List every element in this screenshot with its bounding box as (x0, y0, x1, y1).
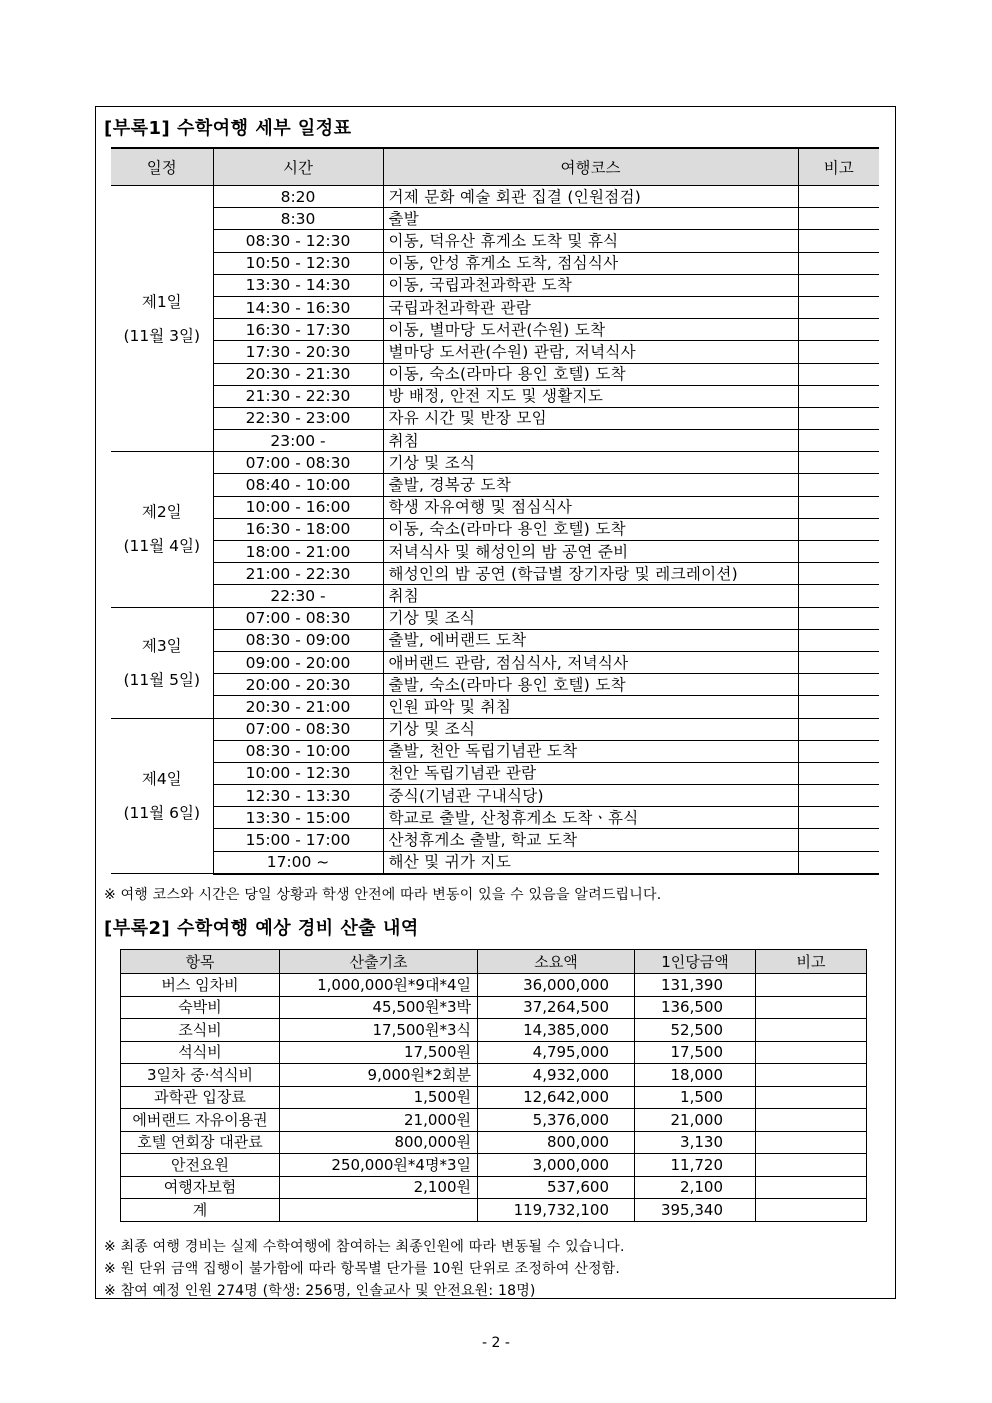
remark-cell (798, 674, 879, 696)
remark-cell (756, 1041, 867, 1064)
basis-cell (280, 1199, 478, 1222)
remark-cell (798, 208, 879, 230)
course-cell: 방 배정, 안전 지도 및 생활지도 (383, 385, 798, 407)
course-cell: 학교로 출발, 산청휴게소 도착ㆍ휴식 (383, 807, 798, 829)
item-cell: 숙박비 (121, 996, 280, 1019)
time-cell: 21:00 - 22:30 (213, 563, 383, 585)
remark-cell (756, 1176, 867, 1199)
schedule-row (111, 718, 879, 740)
remark-cell (756, 1154, 867, 1177)
day-label: 제2일 (141, 503, 182, 522)
remark-cell (798, 585, 879, 607)
schedule-row (111, 407, 879, 429)
basis-cell: 1,500원 (280, 1086, 478, 1109)
header-day: 일정 (111, 148, 213, 186)
per-person-cell: 2,100 (635, 1176, 756, 1199)
page-number: - 2 - (482, 1335, 510, 1351)
schedule-row (111, 785, 879, 807)
time-cell: 18:00 - 21:00 (213, 541, 383, 563)
course-cell: 출발, 숙소(라마다 용인 호텔) 도착 (383, 674, 798, 696)
schedule-row (111, 208, 879, 230)
course-cell: 기상 및 조식 (383, 452, 798, 474)
course-cell: 천안 독립기념관 관람 (383, 762, 798, 784)
remark-cell (798, 341, 879, 363)
schedule-row (111, 430, 879, 452)
course-cell: 거제 문화 예술 회관 집결 (인원점검) (383, 186, 798, 208)
day-date: (11월 6일) (123, 803, 201, 822)
per-person-cell: 131,390 (635, 974, 756, 997)
time-cell: 08:30 - 09:00 (213, 629, 383, 651)
remark-cell (798, 829, 879, 851)
time-cell: 08:30 - 10:00 (213, 740, 383, 762)
course-cell: 이동, 숙소(라마다 용인 호텔) 도착 (383, 363, 798, 385)
cost-row (121, 1154, 867, 1177)
remark-cell (798, 363, 879, 385)
item-cell: 에버랜드 자유이용권 (121, 1109, 280, 1132)
per-person-cell: 52,500 (635, 1019, 756, 1042)
basis-cell: 800,000원 (280, 1131, 478, 1154)
schedule-row (111, 474, 879, 496)
course-cell: 이동, 별마당 도서관(수원) 도착 (383, 319, 798, 341)
remark-cell (798, 651, 879, 673)
time-cell: 20:30 - 21:00 (213, 696, 383, 718)
time-cell: 16:30 - 18:00 (213, 518, 383, 540)
course-cell: 중식(기념관 구내식당) (383, 785, 798, 807)
day-date: (11월 3일) (123, 326, 201, 345)
cost-note-1: ※ 최종 여행 경비는 실제 수학여행에 참여하는 최종인원에 따라 변동될 수 있습니다. (104, 1239, 625, 1255)
time-cell: 07:00 - 08:30 (213, 452, 383, 474)
remark-cell (798, 407, 879, 429)
cost-table (120, 949, 867, 1222)
time-cell: 21:30 - 22:30 (213, 385, 383, 407)
item-cell: 여행자보험 (121, 1176, 280, 1199)
remark-cell (798, 718, 879, 740)
course-cell: 인원 파악 및 취침 (383, 696, 798, 718)
amount-cell: 800,000 (478, 1131, 635, 1154)
remark-cell (798, 296, 879, 318)
schedule-title: [부록1] 수학여행 세부 일정표 (104, 118, 352, 139)
per-person-cell: 21,000 (635, 1109, 756, 1132)
per-person-cell: 11,720 (635, 1154, 756, 1177)
remark-cell (798, 541, 879, 563)
schedule-row (111, 186, 879, 208)
day-cell (111, 718, 213, 874)
course-cell: 이동, 숙소(라마다 용인 호텔) 도착 (383, 518, 798, 540)
cost-body (121, 974, 867, 1222)
item-cell: 조식비 (121, 1019, 280, 1042)
time-cell: 12:30 - 13:30 (213, 785, 383, 807)
time-cell: 15:00 - 17:00 (213, 829, 383, 851)
day-cell (111, 186, 213, 452)
remark-cell (756, 1131, 867, 1154)
course-cell: 산청휴게소 출발, 학교 도착 (383, 829, 798, 851)
cost-row (121, 1109, 867, 1132)
basis-cell: 45,500원*3박 (280, 996, 478, 1019)
course-cell: 취침 (383, 430, 798, 452)
header-note: 비고 (798, 148, 879, 186)
remark-cell (756, 1064, 867, 1087)
amount-cell: 3,000,000 (478, 1154, 635, 1177)
cost-note-2: ※ 원 단위 금액 집행이 불가함에 따라 항목별 단가를 10원 단위로 조정하여 산정함. (104, 1261, 621, 1277)
time-cell: 10:00 - 16:00 (213, 496, 383, 518)
basis-cell: 9,000원*2회분 (280, 1064, 478, 1087)
header-basis: 산출기초 (280, 950, 478, 974)
course-cell: 이동, 안성 휴게소 도착, 점심식사 (383, 252, 798, 274)
time-cell: 23:00 - (213, 430, 383, 452)
cost-row (121, 1176, 867, 1199)
per-person-cell: 3,130 (635, 1131, 756, 1154)
remark-cell (798, 452, 879, 474)
schedule-row (111, 541, 879, 563)
remark-cell (798, 563, 879, 585)
remark-cell (798, 740, 879, 762)
course-cell: 자유 시간 및 반장 모임 (383, 407, 798, 429)
schedule-row (111, 829, 879, 851)
cost-row (121, 1086, 867, 1109)
schedule-row (111, 496, 879, 518)
remark-cell (756, 1109, 867, 1132)
day-date: (11월 4일) (123, 537, 201, 556)
item-cell: 안전요원 (121, 1154, 280, 1177)
remark-cell (798, 696, 879, 718)
basis-cell: 17,500원 (280, 1041, 478, 1064)
time-cell: 20:30 - 21:30 (213, 363, 383, 385)
schedule-row (111, 230, 879, 252)
course-cell: 이동, 덕유산 휴게소 도착 및 휴식 (383, 230, 798, 252)
cost-row (121, 1019, 867, 1042)
remark-cell (798, 518, 879, 540)
remark-cell (798, 807, 879, 829)
course-cell: 출발, 경복궁 도착 (383, 474, 798, 496)
schedule-row (111, 452, 879, 474)
item-cell: 3일차 중·석식비 (121, 1064, 280, 1087)
amount-cell: 36,000,000 (478, 974, 635, 997)
course-cell: 출발 (383, 208, 798, 230)
time-cell: 17:30 - 20:30 (213, 341, 383, 363)
basis-cell: 21,000원 (280, 1109, 478, 1132)
cost-row (121, 1041, 867, 1064)
schedule-row (111, 762, 879, 784)
cost-row (121, 1199, 867, 1222)
day-label: 제4일 (141, 769, 182, 788)
course-cell: 취침 (383, 585, 798, 607)
item-cell: 버스 임차비 (121, 974, 280, 997)
amount-cell: 4,932,000 (478, 1064, 635, 1087)
course-cell: 출발, 에버랜드 도착 (383, 629, 798, 651)
time-cell: 16:30 - 17:30 (213, 319, 383, 341)
per-person-cell: 18,000 (635, 1064, 756, 1087)
schedule-row (111, 274, 879, 296)
time-cell: 10:00 - 12:30 (213, 762, 383, 784)
schedule-row (111, 807, 879, 829)
remark-cell (798, 851, 879, 874)
remark-cell (798, 607, 879, 629)
remark-cell (756, 996, 867, 1019)
course-cell: 기상 및 조식 (383, 607, 798, 629)
schedule-row (111, 341, 879, 363)
basis-cell: 250,000원*4명*3일 (280, 1154, 478, 1177)
header-item: 항목 (121, 950, 280, 974)
time-cell: 17:00 ~ (213, 851, 383, 874)
remark-cell (798, 274, 879, 296)
course-cell: 이동, 국립과천과학관 도착 (383, 274, 798, 296)
remark-cell (798, 474, 879, 496)
header-amount: 소요액 (478, 950, 635, 974)
time-cell: 20:00 - 20:30 (213, 674, 383, 696)
amount-cell: 4,795,000 (478, 1041, 635, 1064)
course-cell: 국립과천과학관 관람 (383, 296, 798, 318)
schedule-table (111, 147, 879, 875)
per-person-cell: 395,340 (635, 1199, 756, 1222)
time-cell: 13:30 - 15:00 (213, 807, 383, 829)
course-cell: 기상 및 조식 (383, 718, 798, 740)
schedule-row (111, 363, 879, 385)
time-cell: 10:50 - 12:30 (213, 252, 383, 274)
schedule-row (111, 851, 879, 874)
amount-cell: 5,376,000 (478, 1109, 635, 1132)
remark-cell (798, 186, 879, 208)
course-cell: 애버랜드 관람, 점심식사, 저녁식사 (383, 651, 798, 673)
schedule-row (111, 296, 879, 318)
remark-cell (756, 1199, 867, 1222)
amount-cell: 14,385,000 (478, 1019, 635, 1042)
day-cell (111, 607, 213, 718)
remark-cell (798, 430, 879, 452)
schedule-row (111, 585, 879, 607)
day-label: 제3일 (141, 636, 182, 655)
schedule-row (111, 629, 879, 651)
item-cell: 석식비 (121, 1041, 280, 1064)
per-person-cell: 1,500 (635, 1086, 756, 1109)
basis-cell: 17,500원*3식 (280, 1019, 478, 1042)
time-cell: 22:30 - 23:00 (213, 407, 383, 429)
time-cell: 08:30 - 12:30 (213, 230, 383, 252)
schedule-row (111, 385, 879, 407)
amount-cell: 37,264,500 (478, 996, 635, 1019)
course-cell: 해산 및 귀가 지도 (383, 851, 798, 874)
remark-cell (756, 1086, 867, 1109)
time-cell: 8:30 (213, 208, 383, 230)
day-cell (111, 452, 213, 607)
item-cell: 호텔 연회장 대관료 (121, 1131, 280, 1154)
per-person-cell: 17,500 (635, 1041, 756, 1064)
time-cell: 07:00 - 08:30 (213, 607, 383, 629)
schedule-body (111, 186, 879, 874)
time-cell: 07:00 - 08:30 (213, 718, 383, 740)
course-cell: 해성인의 밤 공연 (학급별 장기자랑 및 레크레이션) (383, 563, 798, 585)
item-cell: 과학관 입장료 (121, 1086, 280, 1109)
cost-note-3: ※ 참여 예정 인원 274명 (학생: 256명, 인솔교사 및 안전요원: 18명) (104, 1283, 536, 1299)
amount-cell: 119,732,100 (478, 1199, 635, 1222)
time-cell: 8:20 (213, 186, 383, 208)
schedule-row (111, 696, 879, 718)
schedule-row (111, 607, 879, 629)
course-cell: 저녁식사 및 해성인의 밤 공연 준비 (383, 541, 798, 563)
remark-cell (798, 385, 879, 407)
course-cell: 별마당 도서관(수원) 관람, 저녁식사 (383, 341, 798, 363)
course-cell: 학생 자유여행 및 점심식사 (383, 496, 798, 518)
remark-cell (798, 252, 879, 274)
remark-cell (798, 629, 879, 651)
schedule-note: ※ 여행 코스와 시간은 당일 상황과 학생 안전에 따라 변동이 있을 수 있음을 알려드립니다. (104, 887, 662, 903)
course-cell: 출발, 천안 독립기념관 도착 (383, 740, 798, 762)
schedule-row (111, 518, 879, 540)
cost-row (121, 974, 867, 997)
day-date: (11월 5일) (123, 670, 201, 689)
header-time: 시간 (213, 148, 383, 186)
schedule-row (111, 674, 879, 696)
time-cell: 09:00 - 20:00 (213, 651, 383, 673)
schedule-row (111, 563, 879, 585)
cost-header-row (121, 950, 867, 974)
header-course: 여행코스 (383, 148, 798, 186)
schedule-row (111, 740, 879, 762)
item-cell: 계 (121, 1199, 280, 1222)
amount-cell: 537,600 (478, 1176, 635, 1199)
remark-cell (798, 785, 879, 807)
remark-cell (798, 496, 879, 518)
per-person-cell: 136,500 (635, 996, 756, 1019)
time-cell: 13:30 - 14:30 (213, 274, 383, 296)
schedule-row (111, 651, 879, 673)
header-per-person: 1인당금액 (635, 950, 756, 974)
time-cell: 08:40 - 10:00 (213, 474, 383, 496)
cost-title: [부록2] 수학여행 예상 경비 산출 내역 (104, 918, 419, 939)
schedule-row (111, 319, 879, 341)
basis-cell: 2,100원 (280, 1176, 478, 1199)
remark-cell (798, 319, 879, 341)
day-label: 제1일 (141, 292, 182, 311)
amount-cell: 12,642,000 (478, 1086, 635, 1109)
remark-cell (756, 974, 867, 997)
schedule-header-row (111, 148, 879, 186)
cost-row (121, 1131, 867, 1154)
basis-cell: 1,000,000원*9대*4일 (280, 974, 478, 997)
cost-row (121, 996, 867, 1019)
time-cell: 14:30 - 16:30 (213, 296, 383, 318)
time-cell: 22:30 - (213, 585, 383, 607)
remark-cell (756, 1019, 867, 1042)
header-remark: 비고 (756, 950, 867, 974)
cost-row (121, 1064, 867, 1087)
schedule-row (111, 252, 879, 274)
remark-cell (798, 762, 879, 784)
remark-cell (798, 230, 879, 252)
